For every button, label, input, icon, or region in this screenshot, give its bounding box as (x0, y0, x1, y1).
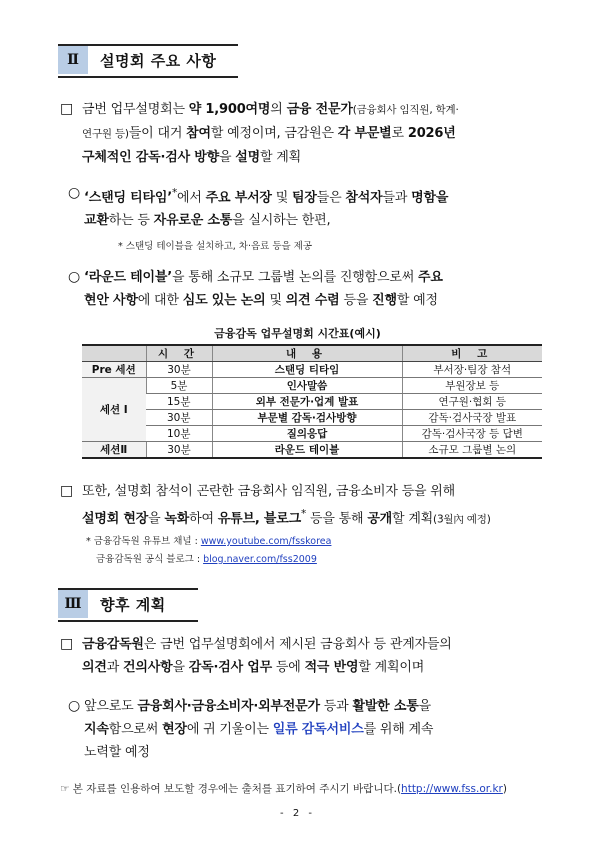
paragraph-recording (60, 480, 545, 531)
text-line: 교환하는 등 자유로운 소통을 실시하는 한편, (84, 213, 331, 229)
page-number: - 2 - (280, 808, 315, 819)
header-rule-bottom (58, 620, 198, 622)
circle-bullet-icon: ○ (68, 698, 81, 714)
text-line: 또한, 설명회 참석이 곤란한 금융회사 임직원, 금융소비자 등을 위해 (82, 484, 455, 499)
header-rule-bottom (58, 76, 238, 78)
footnote-blog: 금융감독원 공식 블로그 : blog.naver.com/fss2009 (96, 554, 317, 565)
content-cell: 외부 전문가·업계 발표 (212, 394, 402, 410)
square-bullet-icon: □ (60, 101, 74, 117)
circle-bullet-icon: ○ (68, 185, 81, 201)
header-note: 비 고 (402, 345, 542, 362)
time-cell: 30분 (146, 442, 212, 459)
footnote-standing: * 스탠딩 테이블을 설치하고, 차·음료 등을 제공 (118, 241, 313, 252)
session-label: Pre 세션 (82, 362, 146, 378)
text-line: ‘라운드 테이블’을 통해 소규모 그룹별 논의를 진행함으로써 주요 (84, 270, 443, 285)
square-bullet-icon: □ (60, 483, 74, 499)
note-cell: 부서장·팀장 참석 (402, 362, 542, 378)
content-cell: 스탠딩 티타임 (212, 362, 402, 378)
session-label: 세션 Ⅰ (82, 378, 146, 442)
blog-link[interactable]: blog.naver.com/fss2009 (203, 554, 317, 565)
note-cell: 연구원·협회 등 (402, 394, 542, 410)
header-time: 시 간 (146, 345, 212, 362)
header-content: 내 용 (212, 345, 402, 362)
table-row (82, 426, 542, 442)
text-line: 금융감독원은 금번 업무설명회에서 제시된 금융회사 등 관계자들의 (82, 637, 452, 652)
text-line: 현안 사항에 대한 심도 있는 논의 및 의견 수렴 등을 진행할 예정 (84, 293, 438, 308)
bullet-round-table (68, 266, 543, 312)
pointing-hand-icon: ☞ (60, 783, 70, 795)
section-title: 향후 계획 (100, 596, 166, 614)
time-cell: 15분 (146, 394, 212, 410)
table-header-row (82, 345, 542, 362)
citation-note: ☞ 본 자료를 인용하여 보도할 경우에는 출처를 표기하여 주시기 바랍니다.(http://www.fss.or.kr) (60, 783, 507, 795)
content-cell: 라운드 테이블 (212, 442, 402, 459)
table-row (82, 378, 542, 394)
section-title: 설명회 주요 사항 (100, 52, 217, 70)
paragraph-overview (60, 98, 540, 169)
schedule-table (82, 344, 542, 459)
table-title: 금융감독 업무설명회 시간표(예시) (214, 327, 381, 340)
session-label: 세션Ⅱ (82, 442, 146, 459)
footnote-youtube: * 금융감독원 유튜브 채널 : www.youtube.com/fsskorea (86, 536, 332, 547)
text-line: 금번 업무설명회는 약 1,900여명의 금융 전문가(금융회사 임직원, 학계· (82, 102, 459, 117)
text-line: 앞으로도 금융회사·금융소비자·외부전문가 등과 활발한 소통을 (84, 699, 431, 714)
time-cell: 30분 (146, 362, 212, 378)
text-line: 노력할 예정 (84, 745, 150, 760)
note-cell: 감독·검사국장 등 답변 (402, 426, 542, 442)
section-header-2 (58, 44, 238, 78)
table-row (82, 394, 542, 410)
content-cell: 인사말씀 (212, 378, 402, 394)
text-line: 지속함으로써 현장에 귀 기울이는 일류 감독서비스를 위해 계속 (84, 722, 434, 737)
text-line: 설명회 현장을 녹화하여 유튜브, 블로그* 등을 통해 공개할 계획(3월內 예정) (82, 508, 491, 527)
table-row (82, 442, 542, 459)
circle-bullet-icon: ○ (68, 269, 81, 285)
square-bullet-icon: □ (60, 636, 74, 652)
bullet-standing-teatime (68, 182, 543, 232)
paragraph-plan (60, 633, 545, 679)
bullet-communication (68, 695, 543, 764)
header-empty (82, 345, 146, 362)
time-cell: 5분 (146, 378, 212, 394)
time-cell: 10분 (146, 426, 212, 442)
text-line: 의견과 건의사항을 감독·검사 업무 등에 적극 반영할 계획이며 (82, 660, 425, 675)
fss-website-link[interactable]: http://www.fss.or.kr (401, 783, 503, 795)
content-cell: 부문별 감독·검사방향 (212, 410, 402, 426)
youtube-link[interactable]: www.youtube.com/fsskorea (200, 536, 332, 547)
time-cell: 30분 (146, 410, 212, 426)
table-row (82, 362, 542, 378)
section-number-badge: Ⅱ (58, 46, 88, 74)
section-header-3 (58, 588, 198, 622)
text-line: 구체적인 감독·검사 방향을 설명할 계획 (82, 150, 302, 165)
table-row (82, 410, 542, 426)
note-cell: 소규모 그룹별 논의 (402, 442, 542, 459)
text-line: 연구원 등)들이 대거 참여할 예정이며, 금감원은 각 부문별로 2026년 (82, 126, 456, 141)
note-cell: 부원장보 등 (402, 378, 542, 394)
section-number-badge: Ⅲ (58, 590, 88, 618)
text-line: ‘스탠딩 티타임’*에서 주요 부서장 및 팀장들은 참석자들과 명함을 (84, 187, 449, 206)
content-cell: 질의응답 (212, 426, 402, 442)
note-cell: 감독·검사국장 발표 (402, 410, 542, 426)
